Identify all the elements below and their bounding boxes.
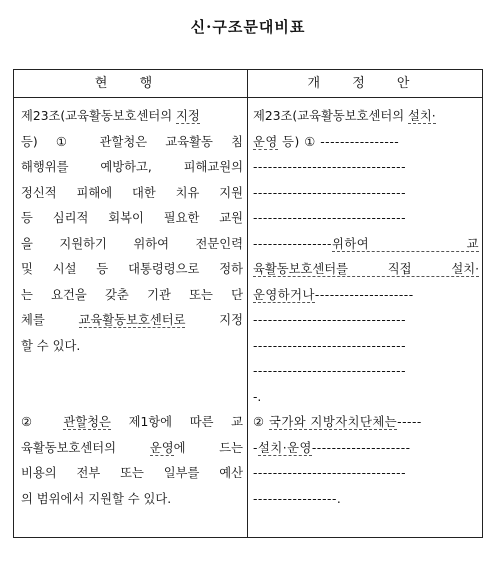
current-line: 등) ① 관할청은 교육활동 침 [21,134,243,149]
amended-line: 운영 등) ① ---------------- [253,134,400,149]
amended-line: ------------------------------- [253,160,407,174]
amended-line: ------------------------------- [253,185,407,200]
current-line: 등 심리적 회복이 필요한 교원 [21,211,243,225]
amended-line: ------------------------------- [253,211,407,225]
current-line: 제23조(교육활동보호센터의 지정 [21,109,200,123]
amended-line: 제23조(교육활동보호센터의 설치· [253,109,436,123]
current-line: 비용의 전부 또는 일부를 예산 [21,466,243,480]
amended-line: ------------------------------- [253,313,407,327]
header-amended: 개 정 안 [307,76,424,91]
current-line: 육활동보호센터의 운영에 드는 [21,440,243,455]
page-title: 신·구조문대비표 [190,18,306,36]
current-column [21,104,243,512]
comparison-table [13,69,483,538]
current-line: ② 관할청은 제1항에 따른 교 [21,415,243,429]
amended-line: ----------------위하여 교 [253,236,479,251]
amended-line: ------------------------------- [253,466,407,480]
current-line: 정신적 피해에 대한 치유 지원 [21,185,243,200]
amended-line: 육활동보호센터를 직접 설치· [253,262,479,276]
header-divider [14,97,482,98]
amended-line: ------------------------------- [253,364,407,378]
current-line: 체를 교육활동보호센터로 지정 [21,313,243,327]
amended-line: -설치·운영-------------------- [253,440,411,455]
amended-line: -----------------. [253,491,342,506]
amended-line: ② 국가와 지방자치단체는----- [253,415,422,429]
current-line: 할 수 있다. [21,338,81,353]
header-current: 현 행 [94,76,167,91]
current-line: 및 시설 등 대통령령으로 정하 [21,262,243,276]
current-line: 해행위를 예방하고, 피해교원의 [21,160,243,174]
column-divider [247,70,248,537]
amended-line: ------------------------------- [253,338,407,353]
amended-line: 운영하거나-------------------- [253,287,414,302]
current-line: 을 지원하기 위하여 전문인력 [21,236,243,251]
amended-column [253,104,479,512]
current-line: 의 범위에서 지원할 수 있다. [21,491,172,506]
amended-line: -. [253,389,262,404]
current-line: 는 요건을 갖춘 기관 또는 단 [21,287,243,302]
